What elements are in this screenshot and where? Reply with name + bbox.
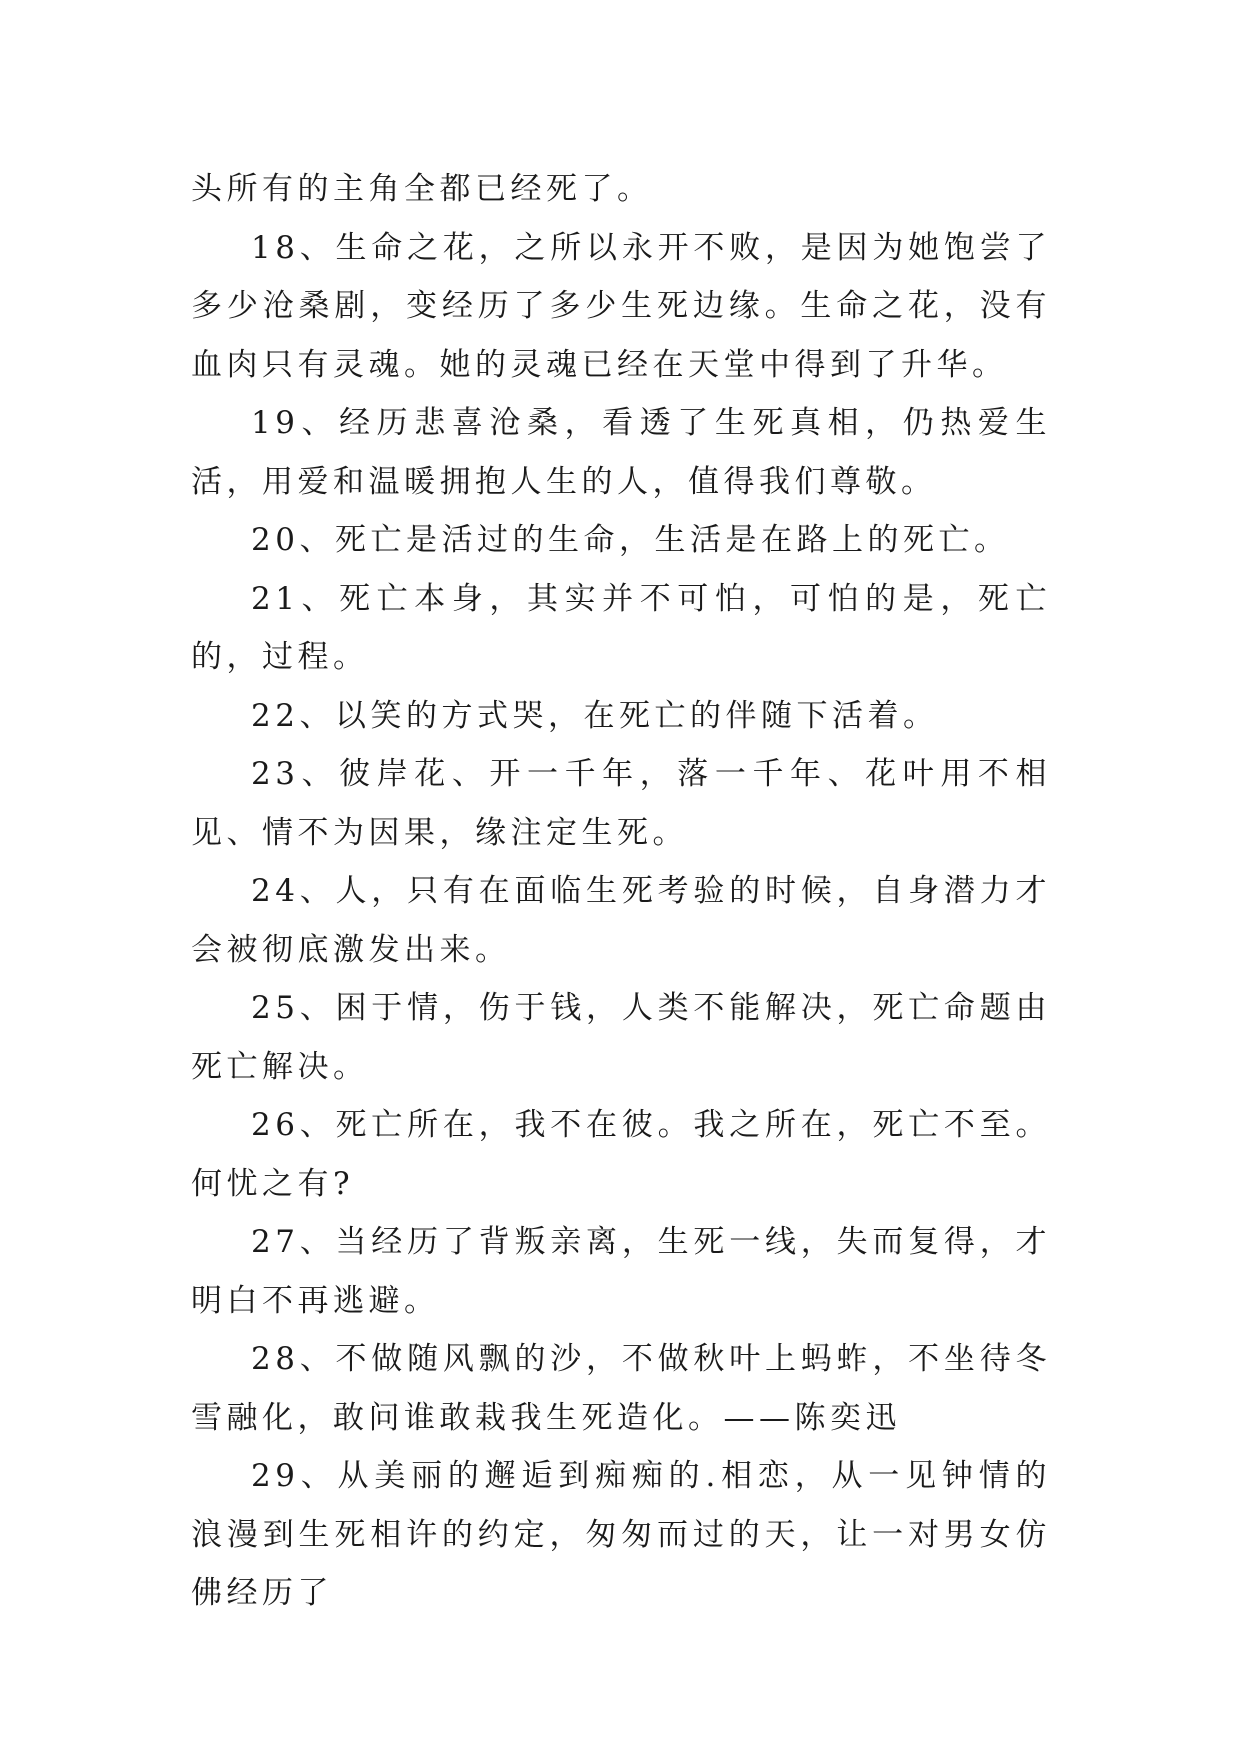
paragraph-18: 18、生命之花，之所以永开不败，是因为她饱尝了多少沧桑剧，变经历了多少生死边缘。生命之花，没有血肉只有灵魂。她的灵魂已经在天堂中得到了升华。 (191, 229, 1051, 383)
document-body (191, 160, 1051, 1623)
paragraph-24: 24、人，只有在面临生死考验的时候，自身潜力才会被彻底激发出来。 (191, 873, 1051, 968)
paragraph-28: 28、不做随风飘的沙，不做秋叶上蚂蚱，不坐待冬雪融化，敢问谁敢栽我生死造化。——陈奕迅 (191, 1341, 1051, 1436)
paragraph-26: 26、死亡所在，我不在彼。我之所在，死亡不至。何忧之有? (191, 1107, 1051, 1202)
paragraph-27: 27、当经历了背叛亲离，生死一线，失而复得，才明白不再逃避。 (191, 1224, 1051, 1319)
paragraph-19: 19、经历悲喜沧桑，看透了生死真相，仍热爱生活，用爱和温暖拥抱人生的人，值得我们尊敬。 (191, 405, 1051, 500)
paragraph-20: 20、死亡是活过的生命，生活是在路上的死亡。 (251, 522, 1010, 558)
paragraph-21: 21、死亡本身，其实并不可怕，可怕的是，死亡的，过程。 (191, 580, 1051, 675)
paragraph-23: 23、彼岸花、开一千年，落一千年、花叶用不相见、情不为因果，缘注定生死。 (191, 756, 1051, 851)
paragraph-25: 25、困于情，伤于钱，人类不能解决，死亡命题由死亡解决。 (191, 990, 1051, 1085)
paragraph-22: 22、以笑的方式哭，在死亡的伴随下活着。 (251, 697, 939, 734)
paragraph-29: 29、从美丽的邂逅到痴痴的.相恋，从一见钟情的浪漫到生死相许的约定，匆匆而过的天，让一对男女仿佛经历了 (191, 1458, 1051, 1611)
paragraph-continuation: 头所有的主角全都已经死了。 (191, 171, 653, 207)
